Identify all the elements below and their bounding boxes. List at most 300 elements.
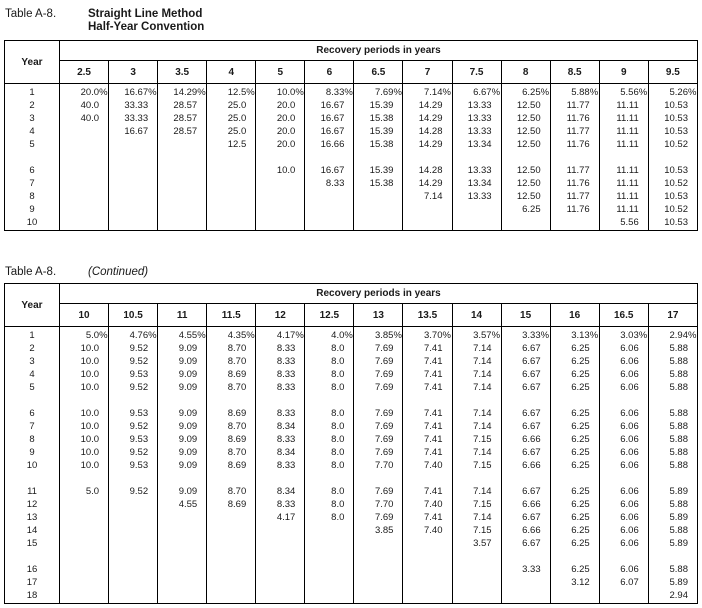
recovery-periods-header: Recovery periods in years [60, 284, 698, 304]
spacer-cell [599, 550, 648, 563]
table1-title-text [88, 8, 204, 34]
value-cell [109, 485, 158, 498]
value-number: 6.66 [522, 524, 541, 536]
value-number: 6.67 [522, 407, 541, 419]
value-cell [550, 485, 599, 498]
value-number: 6.25 [571, 342, 590, 354]
value-number: 7.69 [374, 342, 394, 354]
value-cell [648, 190, 697, 203]
year-cell: 18 [5, 589, 60, 602]
value-number: 5.88 [571, 86, 590, 98]
col-header-9: 9 [599, 61, 648, 84]
value-number: 8.33 [276, 368, 296, 380]
value-number: 7.69 [374, 420, 394, 432]
spacer-cell [109, 394, 158, 407]
value-cell [60, 420, 109, 433]
value-cell [256, 433, 305, 446]
value-number: 11.77 [566, 125, 590, 137]
value-number: 4.76 [129, 329, 149, 341]
value-number: 7.14 [473, 342, 492, 354]
value-cell [599, 537, 648, 550]
spacer-cell [60, 151, 109, 164]
year-row-1 [5, 86, 698, 99]
value-number: 6.06 [620, 485, 639, 497]
value-cell [354, 112, 403, 125]
percent-sign: % [148, 329, 157, 341]
col-header-11.5: 11.5 [207, 304, 256, 327]
col-header-7.5: 7.5 [452, 61, 501, 84]
value-cell [207, 511, 256, 524]
value-cell [305, 485, 354, 498]
col-header-9.5: 9.5 [648, 61, 697, 84]
value-number: 12.50 [516, 190, 541, 202]
value-cell [60, 381, 109, 394]
value-cell [648, 433, 697, 446]
value-number: 10.0 [80, 446, 100, 458]
value-cell [452, 563, 501, 576]
spacer-cell [109, 550, 158, 563]
value-number: 8.70 [227, 381, 247, 393]
table2-title [5, 266, 148, 279]
value-cell [648, 329, 697, 342]
year-column-header: Year [5, 284, 60, 327]
value-number: 4.17 [276, 329, 296, 341]
value-number: 8.0 [331, 381, 345, 393]
value-cell [354, 407, 403, 420]
value-number: 8.69 [227, 368, 247, 380]
value-number: 8.33 [325, 177, 345, 189]
value-number: 13.34 [467, 138, 492, 150]
value-number: 9.09 [178, 433, 198, 445]
spacer-cell [550, 229, 599, 231]
value-cell [354, 446, 403, 459]
value-number: 8.33 [276, 407, 296, 419]
value-cell [403, 342, 452, 355]
value-number: 7.41 [424, 485, 443, 497]
value-cell [550, 381, 599, 394]
value-number: 20.0 [80, 86, 100, 98]
spacer-cell [501, 151, 550, 164]
value-cell [256, 86, 305, 99]
value-cell [109, 216, 158, 229]
spacer-cell [158, 394, 207, 407]
percent-sign: % [442, 86, 451, 98]
value-number: 16.67 [320, 125, 345, 137]
value-cell [256, 511, 305, 524]
value-cell [109, 190, 158, 203]
value-cell [305, 342, 354, 355]
value-cell [354, 433, 403, 446]
value-number: 3.03 [620, 329, 639, 341]
value-number: 7.70 [374, 459, 394, 471]
value-number: 11.11 [616, 177, 639, 189]
value-cell [354, 589, 403, 602]
value-cell [256, 342, 305, 355]
value-cell [305, 459, 354, 472]
group-gap-row [5, 472, 698, 485]
value-cell [60, 511, 109, 524]
value-cell [60, 329, 109, 342]
value-cell [501, 164, 550, 177]
value-number: 9.53 [129, 407, 149, 419]
spacer-cell [550, 472, 599, 485]
value-cell [305, 190, 354, 203]
straight-line-half-year-table [4, 40, 698, 231]
value-number: 16.67 [320, 112, 345, 124]
spacer-cell [550, 394, 599, 407]
value-cell [158, 433, 207, 446]
value-number: 3.70 [424, 329, 443, 341]
col-header-7: 7 [403, 61, 452, 84]
value-cell [60, 459, 109, 472]
spacer-cell [207, 550, 256, 563]
value-number: 4.0 [331, 329, 345, 341]
spacer-cell [5, 550, 60, 563]
spacer-cell [305, 151, 354, 164]
value-cell [354, 355, 403, 368]
value-cell [599, 485, 648, 498]
value-number: 11.76 [566, 138, 590, 150]
value-cell [354, 342, 403, 355]
value-number: 13.33 [467, 112, 492, 124]
spacer-cell [60, 394, 109, 407]
value-cell [158, 407, 207, 420]
table1-title-line2: Half-Year Convention [88, 21, 205, 33]
spacer-cell [648, 472, 697, 485]
value-cell [501, 459, 550, 472]
value-cell [452, 112, 501, 125]
value-cell [207, 576, 256, 589]
value-number: 16.67 [124, 86, 149, 98]
value-number: 6.25 [571, 459, 590, 471]
value-number: 6.25 [522, 86, 541, 98]
value-cell [550, 138, 599, 151]
value-number: 7.14 [473, 355, 492, 367]
value-number: 6.25 [571, 446, 590, 458]
value-cell [305, 511, 354, 524]
year-row-7 [5, 177, 698, 190]
value-cell [501, 112, 550, 125]
value-cell [550, 203, 599, 216]
value-number: 14.29 [173, 86, 198, 98]
value-cell [60, 125, 109, 138]
spacer-cell [501, 602, 550, 604]
value-cell [648, 381, 697, 394]
value-number: 28.57 [173, 112, 198, 124]
year-cell: 12 [5, 498, 60, 511]
value-number: 4.35 [227, 329, 247, 341]
pad-row [5, 229, 698, 231]
value-number: 8.33 [276, 459, 296, 471]
value-cell [207, 485, 256, 498]
value-cell [256, 112, 305, 125]
col-header-16: 16 [550, 304, 599, 327]
value-cell [501, 329, 550, 342]
value-cell [648, 498, 697, 511]
value-number: 8.34 [276, 485, 296, 497]
value-number: 10.53 [664, 112, 688, 124]
value-cell [599, 407, 648, 420]
value-cell [648, 368, 697, 381]
value-number: 6.67 [522, 381, 541, 393]
spacer-cell [452, 394, 501, 407]
value-cell [452, 177, 501, 190]
value-cell [305, 407, 354, 420]
value-number: 6.67 [522, 446, 541, 458]
table2-title-label: Table A-8. [5, 266, 57, 278]
value-cell [256, 99, 305, 112]
value-cell [207, 498, 256, 511]
year-row-2 [5, 99, 698, 112]
col-header-11: 11 [158, 304, 207, 327]
value-cell [648, 446, 697, 459]
value-cell [599, 446, 648, 459]
spacer-cell [207, 151, 256, 164]
value-number: 6.25 [571, 420, 590, 432]
year-row-12 [5, 498, 698, 511]
value-number: 5.88 [669, 407, 688, 419]
value-number: 5.26 [669, 86, 688, 98]
value-cell [256, 355, 305, 368]
value-cell [158, 86, 207, 99]
value-cell [501, 138, 550, 151]
value-cell [354, 329, 403, 342]
value-cell [256, 459, 305, 472]
value-cell [158, 112, 207, 125]
value-cell [207, 190, 256, 203]
value-cell [60, 368, 109, 381]
value-cell [158, 511, 207, 524]
value-number: 10.0 [80, 459, 100, 471]
value-number: 5.89 [669, 511, 688, 523]
value-cell [158, 125, 207, 138]
value-cell [452, 485, 501, 498]
value-number: 6.25 [571, 498, 590, 510]
value-number: 10.52 [664, 138, 688, 150]
value-number: 10.53 [664, 164, 688, 176]
spacer-cell [403, 151, 452, 164]
value-cell [60, 216, 109, 229]
value-number: 3.57 [473, 329, 492, 341]
value-cell [158, 537, 207, 550]
value-number: 15.38 [369, 138, 394, 150]
value-cell [452, 368, 501, 381]
spacer-cell [109, 229, 158, 231]
value-number: 7.69 [374, 86, 394, 98]
value-number: 14.29 [418, 99, 443, 111]
value-number: 10.53 [664, 190, 688, 202]
value-number: 7.69 [374, 433, 394, 445]
value-cell [403, 138, 452, 151]
value-number: 8.0 [331, 433, 345, 445]
value-number: 11.76 [566, 112, 590, 124]
percent-sign: % [148, 86, 157, 98]
value-number: 6.25 [522, 203, 541, 215]
value-cell [60, 537, 109, 550]
value-cell [207, 216, 256, 229]
year-cell: 8 [5, 190, 60, 203]
value-cell [648, 86, 697, 99]
value-cell [599, 498, 648, 511]
spacer-cell [403, 229, 452, 231]
value-cell [452, 329, 501, 342]
value-cell [207, 420, 256, 433]
value-number: 11.11 [616, 138, 639, 150]
value-number: 8.69 [227, 459, 247, 471]
value-number: 9.52 [129, 381, 149, 393]
value-cell [158, 138, 207, 151]
value-number: 6.06 [620, 433, 639, 445]
value-cell [452, 524, 501, 537]
value-number: 7.41 [424, 420, 443, 432]
value-number: 13.33 [467, 164, 492, 176]
value-number: 6.25 [571, 524, 590, 536]
value-number: 12.5 [227, 138, 247, 150]
col-header-10.5: 10.5 [109, 304, 158, 327]
value-number: 8.33 [325, 86, 345, 98]
value-cell [354, 420, 403, 433]
value-cell [207, 342, 256, 355]
value-cell [207, 407, 256, 420]
value-cell [403, 537, 452, 550]
value-cell [158, 459, 207, 472]
year-row-1 [5, 329, 698, 342]
spacer-cell [452, 550, 501, 563]
value-cell [207, 563, 256, 576]
value-number: 8.0 [331, 498, 345, 510]
value-number: 7.14 [424, 190, 443, 202]
value-number: 7.15 [473, 459, 492, 471]
value-cell [354, 177, 403, 190]
value-number: 8.0 [331, 459, 345, 471]
value-number: 9.09 [178, 407, 198, 419]
value-cell [256, 537, 305, 550]
value-cell [158, 420, 207, 433]
spacer-cell [354, 229, 403, 231]
value-cell [452, 190, 501, 203]
value-number: 7.41 [424, 355, 443, 367]
value-cell [599, 203, 648, 216]
year-row-17 [5, 576, 698, 589]
value-number: 5.88 [669, 355, 688, 367]
value-cell [60, 164, 109, 177]
value-number: 15.39 [369, 125, 394, 137]
year-cell: 7 [5, 420, 60, 433]
value-number: 3.13 [571, 329, 590, 341]
spacer-cell [501, 550, 550, 563]
value-cell [501, 342, 550, 355]
value-cell [207, 125, 256, 138]
spacer-cell [550, 602, 599, 604]
spacer-cell [354, 472, 403, 485]
value-number: 6.06 [620, 355, 639, 367]
year-row-9 [5, 446, 698, 459]
value-cell [452, 433, 501, 446]
value-number: 10.0 [80, 407, 100, 419]
value-cell [501, 190, 550, 203]
col-header-4: 4 [207, 61, 256, 84]
year-cell: 6 [5, 164, 60, 177]
value-number: 10.0 [80, 342, 100, 354]
value-number: 8.33 [276, 355, 296, 367]
value-cell [501, 576, 550, 589]
value-cell [403, 164, 452, 177]
value-cell [305, 329, 354, 342]
value-cell [599, 329, 648, 342]
spacer-cell [158, 550, 207, 563]
value-cell [452, 407, 501, 420]
value-cell [452, 589, 501, 602]
value-cell [550, 589, 599, 602]
value-cell [60, 407, 109, 420]
value-cell [354, 381, 403, 394]
value-number: 6.06 [620, 446, 639, 458]
spacer-cell [452, 229, 501, 231]
value-cell [60, 563, 109, 576]
value-number: 12.50 [516, 112, 541, 124]
value-number: 6.25 [571, 381, 590, 393]
col-header-6.5: 6.5 [354, 61, 403, 84]
percent-sign: % [295, 329, 304, 341]
year-cell: 5 [5, 381, 60, 394]
value-number: 6.06 [620, 381, 639, 393]
percent-sign: % [442, 329, 451, 341]
value-number: 10.0 [80, 433, 100, 445]
value-cell [403, 589, 452, 602]
value-cell [256, 138, 305, 151]
value-number: 8.34 [276, 420, 296, 432]
value-number: 6.25 [571, 355, 590, 367]
value-cell [599, 190, 648, 203]
value-cell [109, 433, 158, 446]
value-cell [207, 524, 256, 537]
value-cell [550, 537, 599, 550]
percent-sign: % [589, 86, 599, 98]
value-number: 6.06 [620, 498, 639, 510]
value-number: 6.66 [522, 459, 541, 471]
value-number: 9.09 [178, 342, 198, 354]
value-cell [158, 589, 207, 602]
spacer-cell [256, 394, 305, 407]
value-cell [158, 190, 207, 203]
col-header-12: 12 [256, 304, 305, 327]
value-number: 20.0 [276, 125, 296, 137]
value-cell [305, 446, 354, 459]
value-cell [403, 498, 452, 511]
value-cell [452, 203, 501, 216]
value-number: 10.0 [80, 381, 100, 393]
value-cell [207, 446, 256, 459]
value-cell [403, 576, 452, 589]
value-number: 5.88 [669, 459, 688, 471]
value-cell [109, 125, 158, 138]
spacer-cell [158, 602, 207, 604]
percent-sign: % [393, 86, 402, 98]
value-cell [599, 420, 648, 433]
col-header-14: 14 [452, 304, 501, 327]
value-cell [403, 86, 452, 99]
year-cell: 15 [5, 537, 60, 550]
value-number: 7.15 [473, 524, 492, 536]
year-row-3 [5, 355, 698, 368]
spacer-cell [599, 151, 648, 164]
value-number: 6.06 [620, 420, 639, 432]
value-number: 5.89 [669, 537, 688, 549]
year-row-5 [5, 138, 698, 151]
value-number: 12.50 [516, 125, 541, 137]
col-header-12.5: 12.5 [305, 304, 354, 327]
value-number: 6.06 [620, 563, 639, 575]
